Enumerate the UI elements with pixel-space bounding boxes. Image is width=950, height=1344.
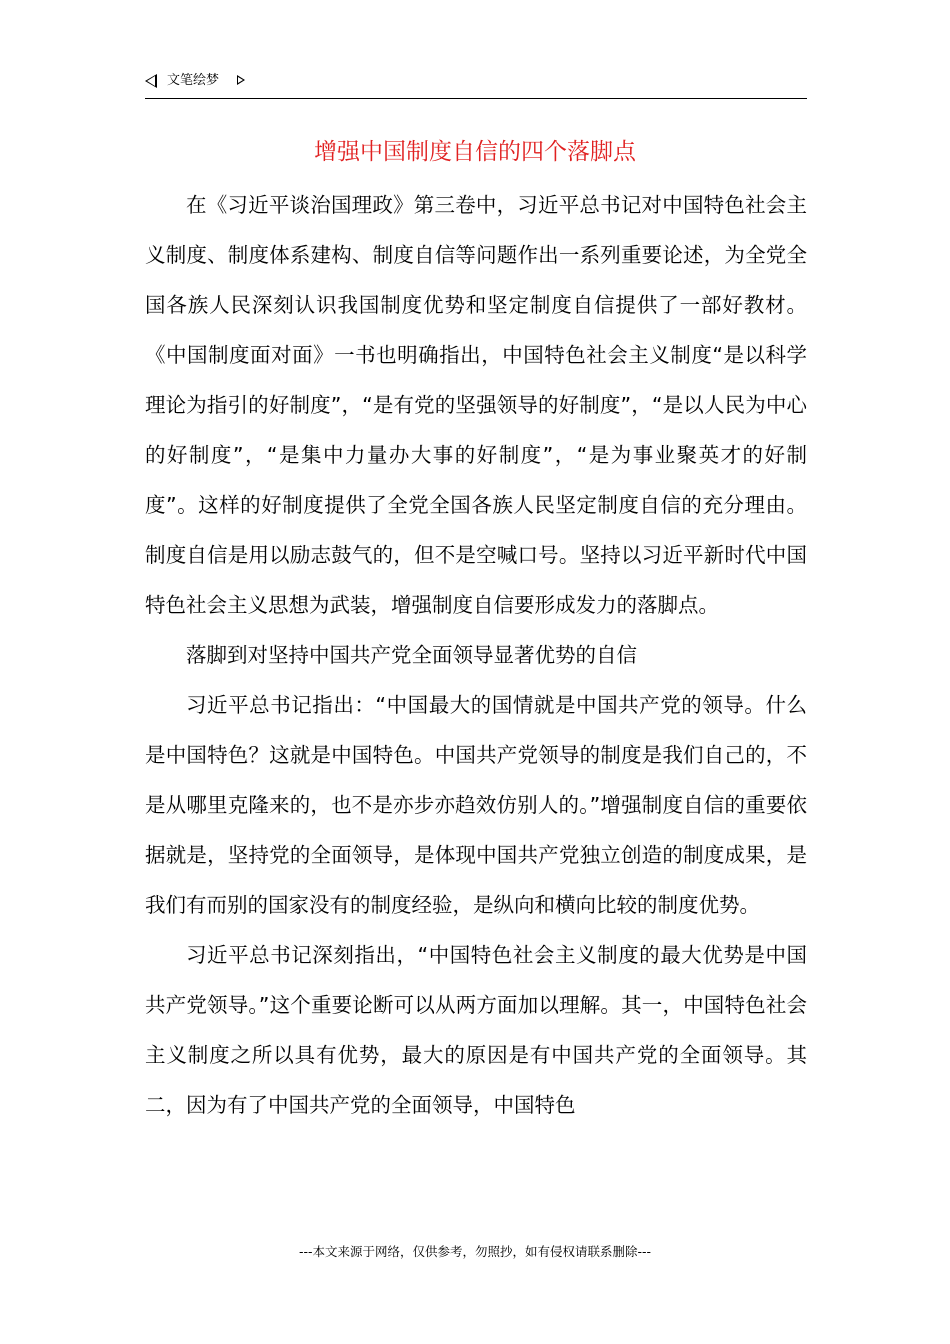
page-header xyxy=(145,72,807,99)
footer-notice: ---本文来源于网络，仅供参考，勿照抄，如有侵权请联系删除--- xyxy=(298,1244,652,1259)
paragraph-advantage: 习近平总书记深刻指出，“中国特色社会主义制度的最大优势是中国共产党领导。”这个重要论断可以从两方面加以理解。其一，中国特色社会主义制度之所以具有优势，最大的原因是有中国共产党的全面领导。其二，因为有了中国共产党的全面领导，中国特色 xyxy=(145,943,807,1117)
section-heading: 落脚到对坚持中国共产党全面领导显著优势的自信 xyxy=(186,643,637,667)
document-body xyxy=(145,180,807,1130)
left-triangle-icon xyxy=(145,74,157,88)
header-title: 文笔绘梦 xyxy=(167,73,220,88)
document-title: 增强中国制度自信的四个落脚点 xyxy=(314,139,636,165)
paragraph-leadership: 习近平总书记指出：“中国最大的国情就是中国共产党的领导。什么是中国特色？这就是中国特色。中国共产党领导的制度是我们自己的，不是从哪里克隆来的，也不是亦步亦趋效仿别人的。”增强制度自信的重要依据就是，坚持党的全面领导，是体现中国共产党独立创造的制度成果，是我们有而别的国家没有的制度经验，是纵向和横向比较的制度优势。 xyxy=(145,693,807,917)
right-triangle-icon xyxy=(237,75,245,85)
paragraph-intro: 在《习近平谈治国理政》第三卷中，习近平总书记对中国特色社会主义制度、制度体系建构、制度自信等问题作出一系列重要论述，为全党全国各族人民深刻认识我国制度优势和坚定制度自信提供了一部好教材。《中国制度面对面》一书也明确指出，中国特色社会主义制度“是以科学理论为指引的好制度”，“是有党的坚强领导的好制度”，“是以人民为中心的好制度”，“是集中力量办大事的好制度”，“是为事业聚英才的好制度”。这样的好制度提供了全党全国各族人民坚定制度自信的充分理由。制度自信是用以励志鼓气的，但不是空喊口号。坚持以习近平新时代中国特色社会主义思想为武装，增强制度自信要形成发力的落脚点。 xyxy=(145,193,807,617)
